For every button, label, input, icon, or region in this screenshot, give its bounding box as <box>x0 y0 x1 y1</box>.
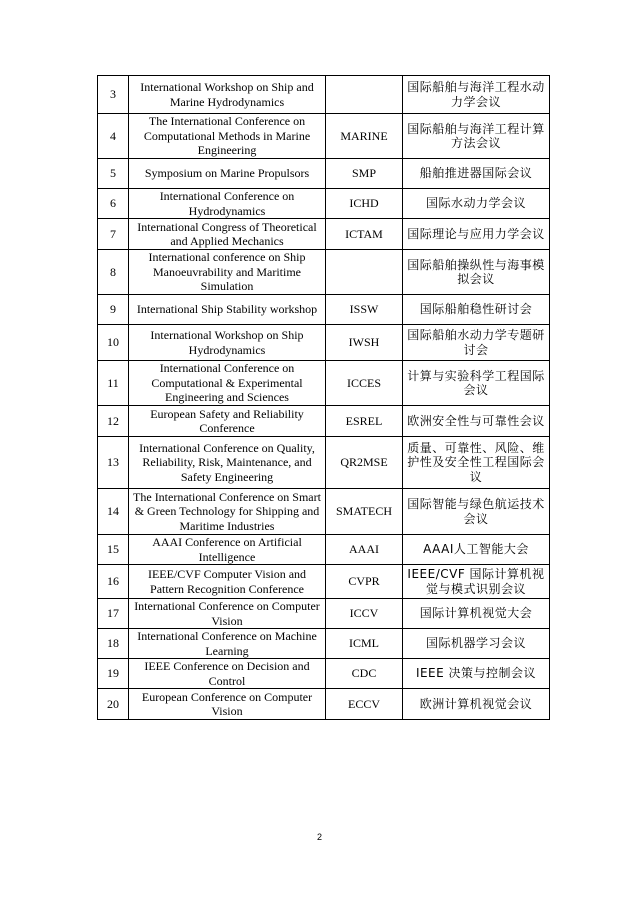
table-row <box>98 629 550 659</box>
row-number: 9 <box>98 295 129 325</box>
conference-abbr: ICTAM <box>326 219 403 250</box>
table-row <box>98 535 550 565</box>
table-row <box>98 76 550 114</box>
conference-name: AAAI Conference on Artificial Intelligence <box>129 535 326 565</box>
conference-abbr: CDC <box>326 659 403 689</box>
conference-name: International Conference on Computational & Experimental Engineering and Sciences <box>129 361 326 406</box>
conference-name: International Congress of Theoretical and Applied Mechanics <box>129 219 326 250</box>
conference-chinese-name: 欧洲安全性与可靠性会议 <box>403 406 550 437</box>
row-number: 11 <box>98 361 129 406</box>
conference-chinese-name: 欧洲计算机视觉会议 <box>403 689 550 720</box>
conference-abbr: SMP <box>326 159 403 189</box>
conference-name: The International Conference on Smart & Green Technology for Shipping and Maritime Industries <box>129 489 326 535</box>
conference-name: IEEE/CVF Computer Vision and Pattern Recognition Conference <box>129 565 326 599</box>
conference-chinese-name: 质量、可靠性、风险、维护性及安全性工程国际会议 <box>403 437 550 489</box>
conference-abbr: SMATECH <box>326 489 403 535</box>
conference-chinese-name: 国际机器学习会议 <box>403 629 550 659</box>
conference-name: International Conference on Computer Vision <box>129 599 326 629</box>
row-number: 6 <box>98 189 129 219</box>
table-row <box>98 295 550 325</box>
conference-name: International Conference on Quality, Reliability, Risk, Maintenance, and Safety Engineering <box>129 437 326 489</box>
conference-chinese-name: 国际船舶与海洋工程水动力学会议 <box>403 76 550 114</box>
conference-chinese-name: 国际理论与应用力学会议 <box>403 219 550 250</box>
conference-abbr: ISSW <box>326 295 403 325</box>
row-number: 18 <box>98 629 129 659</box>
row-number: 13 <box>98 437 129 489</box>
table-row <box>98 219 550 250</box>
conference-name: International Conference on Machine Learning <box>129 629 326 659</box>
conference-name: European Safety and Reliability Conference <box>129 406 326 437</box>
conference-abbr: QR2MSE <box>326 437 403 489</box>
conference-name: Symposium on Marine Propulsors <box>129 159 326 189</box>
row-number: 20 <box>98 689 129 720</box>
conference-chinese-name: 国际计算机视觉大会 <box>403 599 550 629</box>
row-number: 10 <box>98 325 129 361</box>
row-number: 7 <box>98 219 129 250</box>
table-row <box>98 689 550 720</box>
table-row <box>98 437 550 489</box>
conference-table <box>97 75 550 720</box>
conference-chinese-name: 国际智能与绿色航运技术会议 <box>403 489 550 535</box>
conference-abbr: IWSH <box>326 325 403 361</box>
table-row <box>98 325 550 361</box>
table-row <box>98 489 550 535</box>
row-number: 8 <box>98 250 129 295</box>
conference-name: International Workshop on Ship and Marine Hydrodynamics <box>129 76 326 114</box>
conference-chinese-name: 国际水动力学会议 <box>403 189 550 219</box>
table-row <box>98 361 550 406</box>
conference-abbr: AAAI <box>326 535 403 565</box>
row-number: 12 <box>98 406 129 437</box>
table-row <box>98 189 550 219</box>
table-row <box>98 599 550 629</box>
conference-name: European Conference on Computer Vision <box>129 689 326 720</box>
row-number: 4 <box>98 114 129 159</box>
conference-abbr: CVPR <box>326 565 403 599</box>
table-row <box>98 565 550 599</box>
conference-name: International conference on Ship Manoeuvrability and Maritime Simulation <box>129 250 326 295</box>
conference-abbr: ECCV <box>326 689 403 720</box>
row-number: 17 <box>98 599 129 629</box>
conference-name: The International Conference on Computational Methods in Marine Engineering <box>129 114 326 159</box>
conference-chinese-name: 船舶推进器国际会议 <box>403 159 550 189</box>
table-row <box>98 659 550 689</box>
row-number: 15 <box>98 535 129 565</box>
conference-chinese-name: 国际船舶水动力学专题研讨会 <box>403 325 550 361</box>
conference-chinese-name: AAAI人工智能大会 <box>403 535 550 565</box>
row-number: 5 <box>98 159 129 189</box>
table-row <box>98 406 550 437</box>
conference-chinese-name: 国际船舶稳性研讨会 <box>403 295 550 325</box>
row-number: 19 <box>98 659 129 689</box>
conference-abbr: ICHD <box>326 189 403 219</box>
conference-abbr <box>326 76 403 114</box>
conference-chinese-name: IEEE/CVF 国际计算机视觉与模式识别会议 <box>403 565 550 599</box>
row-number: 14 <box>98 489 129 535</box>
conference-abbr: ICML <box>326 629 403 659</box>
page-number: 2 <box>316 832 322 842</box>
conference-chinese-name: 国际船舶操纵性与海事模拟会议 <box>403 250 550 295</box>
table-row <box>98 159 550 189</box>
row-number: 16 <box>98 565 129 599</box>
table-row <box>98 250 550 295</box>
conference-abbr: ESREL <box>326 406 403 437</box>
row-number: 3 <box>98 76 129 114</box>
conference-name: International Ship Stability workshop <box>129 295 326 325</box>
table-row <box>98 114 550 159</box>
conference-abbr: MARINE <box>326 114 403 159</box>
conference-chinese-name: IEEE 决策与控制会议 <box>403 659 550 689</box>
conference-name: International Workshop on Ship Hydrodynamics <box>129 325 326 361</box>
conference-abbr <box>326 250 403 295</box>
conference-name: IEEE Conference on Decision and Control <box>129 659 326 689</box>
conference-chinese-name: 计算与实验科学工程国际会议 <box>403 361 550 406</box>
conference-abbr: ICCV <box>326 599 403 629</box>
conference-chinese-name: 国际船舶与海洋工程计算方法会议 <box>403 114 550 159</box>
conference-abbr: ICCES <box>326 361 403 406</box>
conference-name: International Conference on Hydrodynamics <box>129 189 326 219</box>
